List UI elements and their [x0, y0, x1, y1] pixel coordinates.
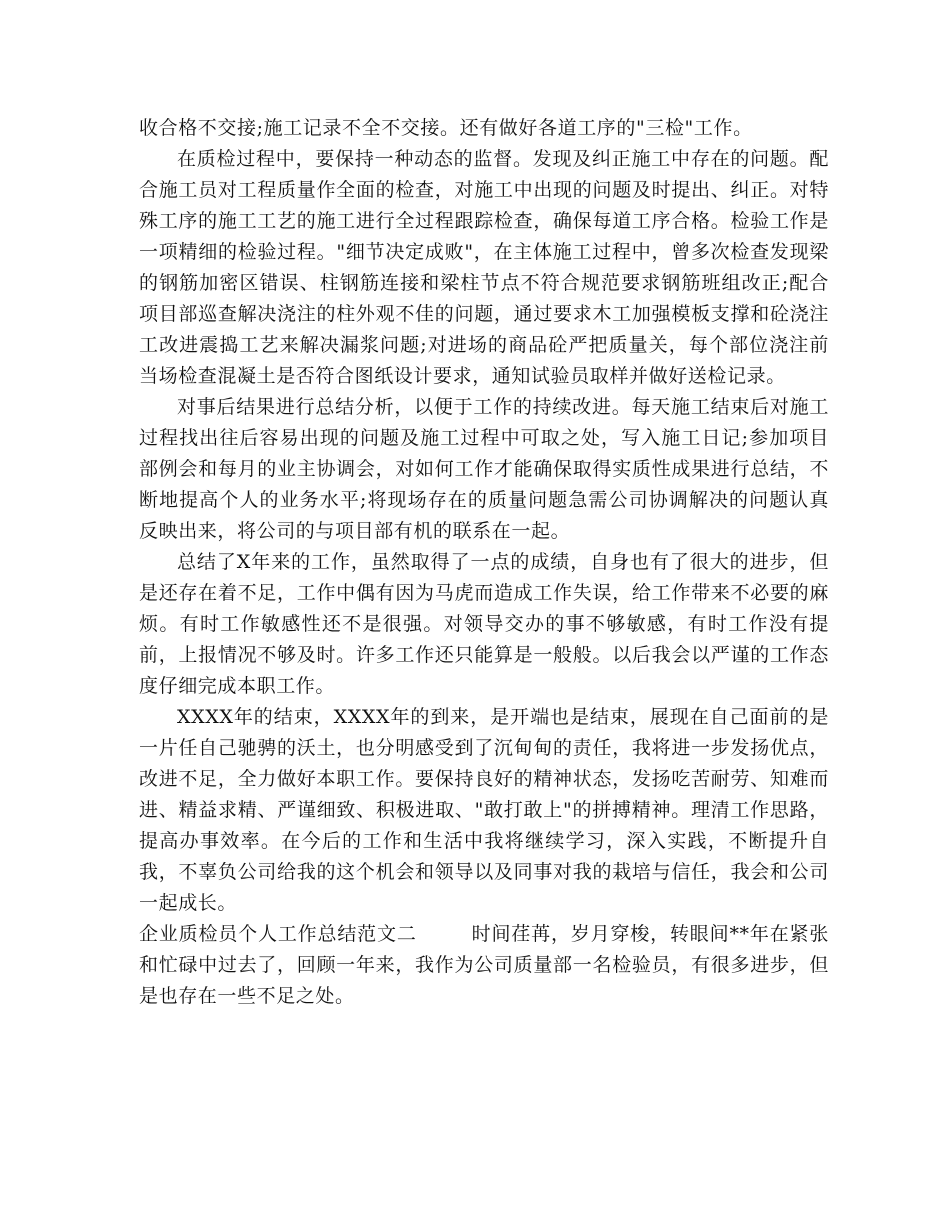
section-title: 企业质检员个人工作总结范文二	[139, 923, 417, 945]
paragraph-4: 总结了X年来的工作，虽然取得了一点的成绩，自身也有了很大的进步，但是还存在着不足，工作中偶有因为马虎而造成工作失误，给工作带来不必要的麻烦。有时工作敏感性还不是很强。对领导交办的事不够敏感，有时工作没有提前，上报情况不够及时。许多工作还只能算是一般般。以后我会以严谨的工作态度仔细完成本职工作。	[139, 551, 829, 697]
section-intro: 时间荏苒，岁月穿梭，转眼间**年在紧张和忙碌中过去了，回顾一年来，我作为公司质量部一名检验员，有很多进步，但是也存在一些不足之处。	[139, 923, 829, 1007]
paragraph-5: XXXX年的结束，XXXX年的到来，是开端也是结束，展现在自己面前的是一片任自己驰骋的沃土，也分明感受到了沉甸甸的责任，我将进一步发扬优点，改进不足，全力做好本职工作。要保持良好的精神状态，发扬吃苦耐劳、知难而进、精益求精、严谨细致、积极进取、"敢打敢上"的拼搏精神。理清工作思路，提高办事效率。在今后的工作和生活中我将继续学习，深入实践，不断提升自我，不辜负公司给我的这个机会和领导以及同事对我的栽培与信任，我会和公司一起成长。	[139, 706, 829, 914]
paragraph-2: 在质检过程中，要保持一种动态的监督。发现及纠正施工中存在的问题。配合施工员对工程质量作全面的检查，对施工中出现的问题及时提出、纠正。对特殊工序的施工工艺的施工进行全过程跟踪检查，确保每道工序合格。检验工作是一项精细的检验过程。"细节决定成败"，在主体施工过程中，曾多次检查发现梁的钢筋加密区错误、柱钢筋连接和梁柱节点不符合规范要求钢筋班组改正;配合项目部巡查解决浇注的柱外观不佳的问题，通过要求木工加强模板支撑和砼浇注工改进震捣工艺来解决漏浆问题;对进场的商品砼严把质量关，每个部位浇注前当场检查混凝土是否符合图纸设计要求，通知试验员取样并做好送检记录。	[139, 148, 829, 387]
section-paragraph	[139, 919, 829, 1012]
document-body	[139, 113, 829, 1012]
section-gap	[417, 923, 472, 945]
paragraph-3: 对事后结果进行总结分析，以便于工作的持续改进。每天施工结束后对施工过程找出往后容易出现的问题及施工过程中可取之处，写入施工日记;参加项目部例会和每月的业主协调会，对如何工作才能确保取得实质性成果进行总结，不断地提高个人的业务水平;将现场存在的质量问题急需公司协调解决的问题认真反映出来，将公司的与项目部有机的联系在一起。	[139, 396, 829, 542]
paragraph-1: 收合格不交接;施工记录不全不交接。还有做好各道工序的"三检"工作。	[139, 117, 753, 139]
